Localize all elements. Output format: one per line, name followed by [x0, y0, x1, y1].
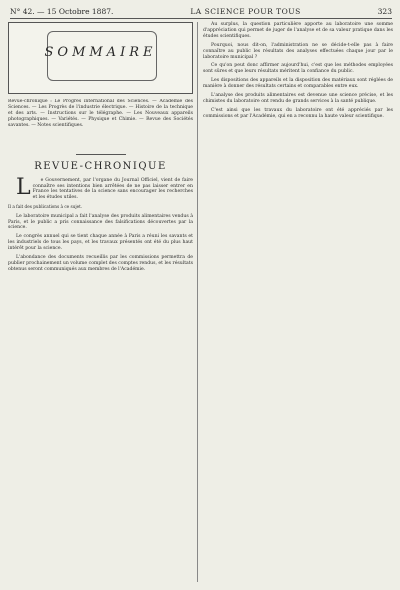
- running-header: [10, 4, 392, 19]
- paragraph: Le laboratoire municipal a fait l'analyse des produits alimentaires vendus à Paris, et le public a pris connaissance des falsifications découvertes par la science.: [8, 213, 193, 231]
- paragraph: L e Gouvernement, par l'organe du Journal Officiel, vient de faire connaître ses intentions bien arrêtées de ne pas laisser entrer en France les tentatives de la science sans encourager les recherches et les études utiles.: [8, 178, 193, 202]
- summary-text: Revue-chronique : Le Progrès international des Sciences. — Académie des Sciences. — Les Progrès de l'industrie électrique. — Histoire de la technique et des arts. — Instructions sur le télégraphe. — Les Nouveaux appareils photographiques. — Variétés. — Physique et Chimie. — Revue des Sociétés savantes. — Notes scientifiques.: [8, 99, 193, 128]
- divider: [76, 154, 126, 155]
- paragraph: L'abondance des documents recueillis par les commissions permettra de publier prochainement un volume complet des comptes rendus, et les résultats obtenus seront communiqués aux membres de l'Académie.: [8, 255, 193, 272]
- paragraph: Le congrès annuel qui se tient chaque année à Paris a réuni les savants et les industriels de tous les pays, et les travaux présentés ont été du plus haut intérêt pour la science.: [8, 234, 193, 252]
- paragraph: L'analyse des produits alimentaires est devenue une science précise, et les chimistes du laboratoire ont rendu de grands services à la santé publique.: [203, 93, 393, 104]
- paragraph: Les dispositions des appareils et la disposition des matériaux sont réglées de manière à donner des résultats certains et comparables entre eux.: [203, 78, 393, 90]
- journal-title: LA SCIENCE POUR TOUS: [190, 6, 301, 16]
- paragraph: Au surplus, la question particulière apporte au laboratoire une somme d'appréciation qui permet de juger de l'analyse et de sa valeur pratique dans les études scientifiques.: [203, 22, 393, 39]
- paragraph: Ce qu'on peut donc affirmer aujourd'hui, c'est que les méthodes employées sont sûres et que leurs résultats méritent la confiance du public.: [203, 63, 393, 75]
- column-rule: [197, 22, 198, 582]
- section-title: REVUE-CHRONIQUE: [34, 160, 167, 172]
- paragraph: C'est ainsi que les travaux du laboratoire ont été appréciés par les commissions et par l'Académie, qui en a reconnu la haute valeur scientifique.: [203, 107, 393, 119]
- summary-banner: [8, 22, 193, 94]
- banner-title: SOMMAIRE: [44, 45, 157, 60]
- left-column: [8, 22, 193, 276]
- drop-cap: L: [16, 174, 31, 200]
- issue-number: N° 42. — 15 Octobre 1887.: [10, 6, 114, 16]
- right-column: [203, 22, 393, 123]
- paragraph: Il a fait des publications à ce sujet.: [8, 204, 83, 210]
- page-number: 323: [377, 6, 392, 16]
- paragraph: Pourquoi, nous dit-on, l'administration ne se décide-t-elle pas à faire connaître au public les résultats des analyses effectuées chaque jour par le laboratoire municipal ?: [203, 42, 393, 60]
